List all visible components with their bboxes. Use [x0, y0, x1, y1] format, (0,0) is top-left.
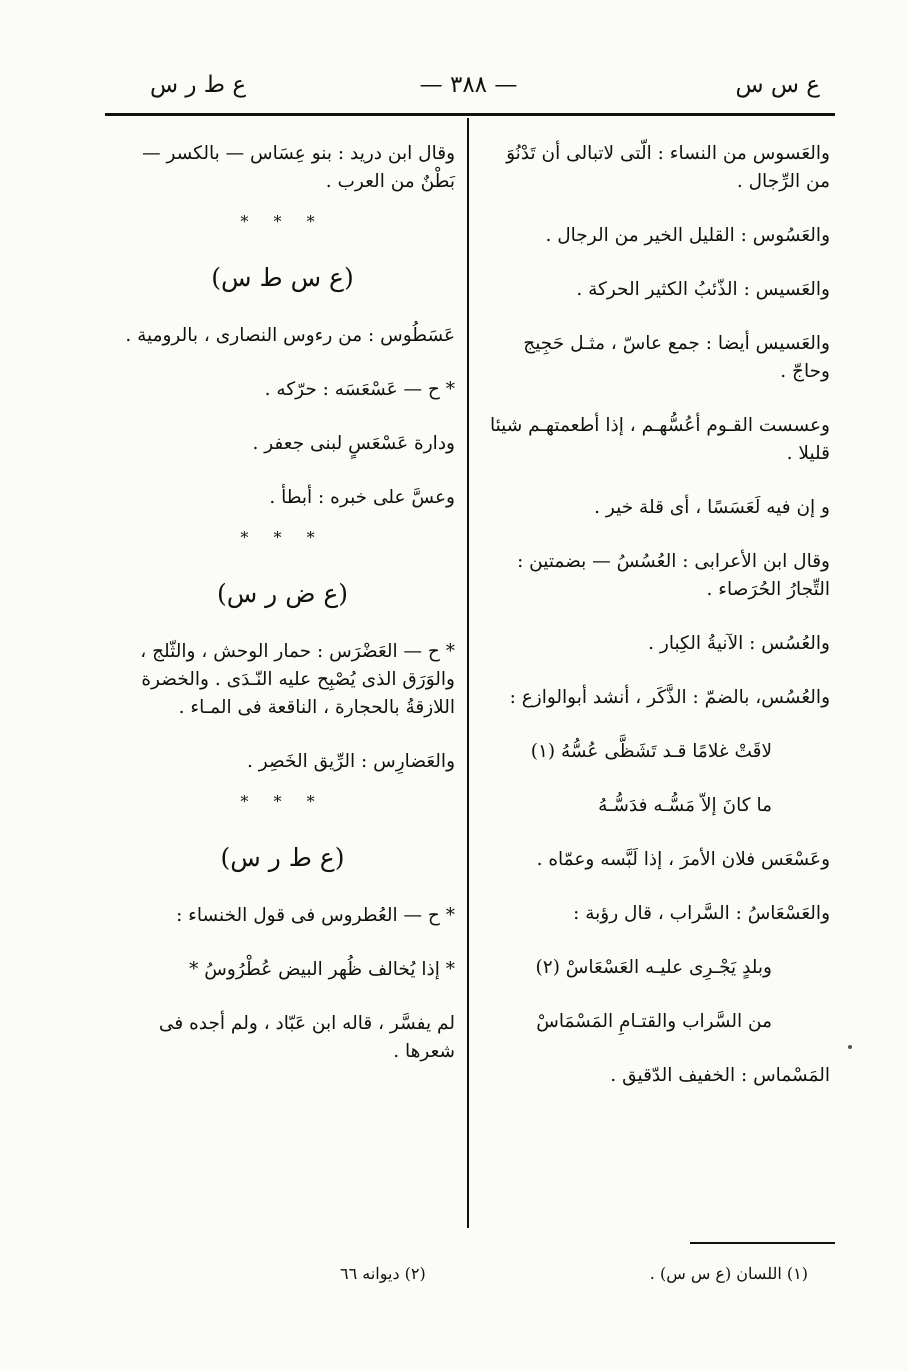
footnote-2: (٢) ديوانه ٦٦ — [340, 1264, 426, 1283]
entry-paragraph: والعَسُوس : القليل الخير من الرجال . — [545, 225, 830, 246]
entry-paragraph: * ح — العَضْرَس : حمار الوحش ، والثّلج ، والوَرَق الذى يُصْبِح عليه النّـدَى . والخضرة اللازقةُ بالحجارة ، الناقعة فى المـاء . — [140, 641, 455, 718]
verse-line: ما كانَ إلاّ مَسُّـه فدَسُّـهُ — [598, 795, 772, 816]
footnote-1: (١) اللسان (ع س س) . — [649, 1264, 808, 1283]
entry-paragraph: عَسَطُوس : من رءوس النصارى ، بالرومية . — [125, 325, 455, 346]
section-separator: * * * — [240, 212, 325, 231]
header-root-next: ع ط ر س — [150, 72, 247, 98]
verse-line: * إذا يُخالف ظُهر البيض عُطْرُوسُ * — [189, 959, 455, 980]
entry-paragraph: والعَسوس من النساء : الّتى لاتبالى أن تَدْنُوَ من الرِّجال . — [506, 143, 830, 192]
entry-paragraph: ودارة عَسْعَسٍ لبنى جعفر . — [252, 433, 455, 454]
section-separator: * * * — [240, 528, 325, 547]
page-number: — ٣٨٨ — — [419, 72, 518, 98]
entry-paragraph: المَسْماس : الخفيف الدّقيق . — [610, 1065, 830, 1086]
left-column — [110, 140, 455, 1092]
entry-paragraph: و إن فيه لَعَسَسًا ، أى قلة خير . — [594, 497, 830, 518]
header-root-current: ع س س — [735, 72, 820, 98]
section-heading: (ع ض ر س) — [216, 579, 349, 608]
margin-mark — [848, 1045, 852, 1049]
entry-paragraph: والعُسُس، بالضمّ : الذَّكَر ، أنشد أبوالوازع : — [509, 687, 830, 708]
entry-paragraph: وعَسْعَس فلان الأمرَ ، إذا لَبَّسه وعمّاه . — [536, 849, 830, 870]
section-separator: * * * — [240, 792, 325, 811]
section-heading: (ع س ط س) — [211, 263, 354, 292]
entry-paragraph: وقال ابن الأعرابى : العُسُسُ — بضمتين : التِّجارُ الحُرَصاء . — [517, 551, 830, 600]
entry-paragraph: لم يفسَّر ، قاله ابن عَبّاد ، ولم أجده فى شعرها . — [158, 1013, 455, 1062]
entry-paragraph: والعَسيس : الذّئبُ الكثير الحركة . — [576, 279, 830, 300]
entry-paragraph: وعسَّ على خبره : أبطأ . — [269, 487, 455, 508]
entry-paragraph: والعَسيس أيضا : جمع عاسّ ، مثـل حَجِيج وحاجّ . — [523, 333, 830, 382]
right-column — [485, 140, 830, 1116]
header-rule — [105, 113, 835, 116]
entry-paragraph: وعسست القـوم أعُسُّهـم ، إذا أطعمتهـم شيئا قليلا . — [489, 415, 830, 464]
section-heading: (ع ط ر س) — [220, 843, 345, 872]
page-header — [105, 72, 832, 112]
entry-paragraph: وقال ابن دريد : بنو عِسَاس — بالكسر — بَطْنٌ من العرب . — [142, 143, 455, 192]
verse-line: من السَّراب والقتـامِ المَسْمَاسْ — [536, 1011, 772, 1032]
verse-line: وبلدٍ يَجْـرِى عليـه العَسْعَاسْ (٢) — [535, 957, 772, 978]
footnote-rule — [690, 1242, 835, 1244]
entry-paragraph: * ح — العُطروس فى قول الخنساء : — [176, 905, 455, 926]
entry-paragraph: والعَضارِس : الرِّيق الخَصِر . — [247, 751, 455, 772]
entry-paragraph: والعُسُس : الآنيةُ الكِبار . — [648, 633, 830, 654]
verse-line: لاقَتْ غلامًا قـد تَشَظَّى عُسُّهُ (١) — [530, 741, 772, 762]
entry-paragraph: * ح — عَسْعَسَه : حرّكه . — [264, 379, 455, 400]
entry-paragraph: والعَسْعَاسُ : السَّراب ، قال رؤبة : — [573, 903, 830, 924]
column-divider — [467, 118, 469, 1228]
